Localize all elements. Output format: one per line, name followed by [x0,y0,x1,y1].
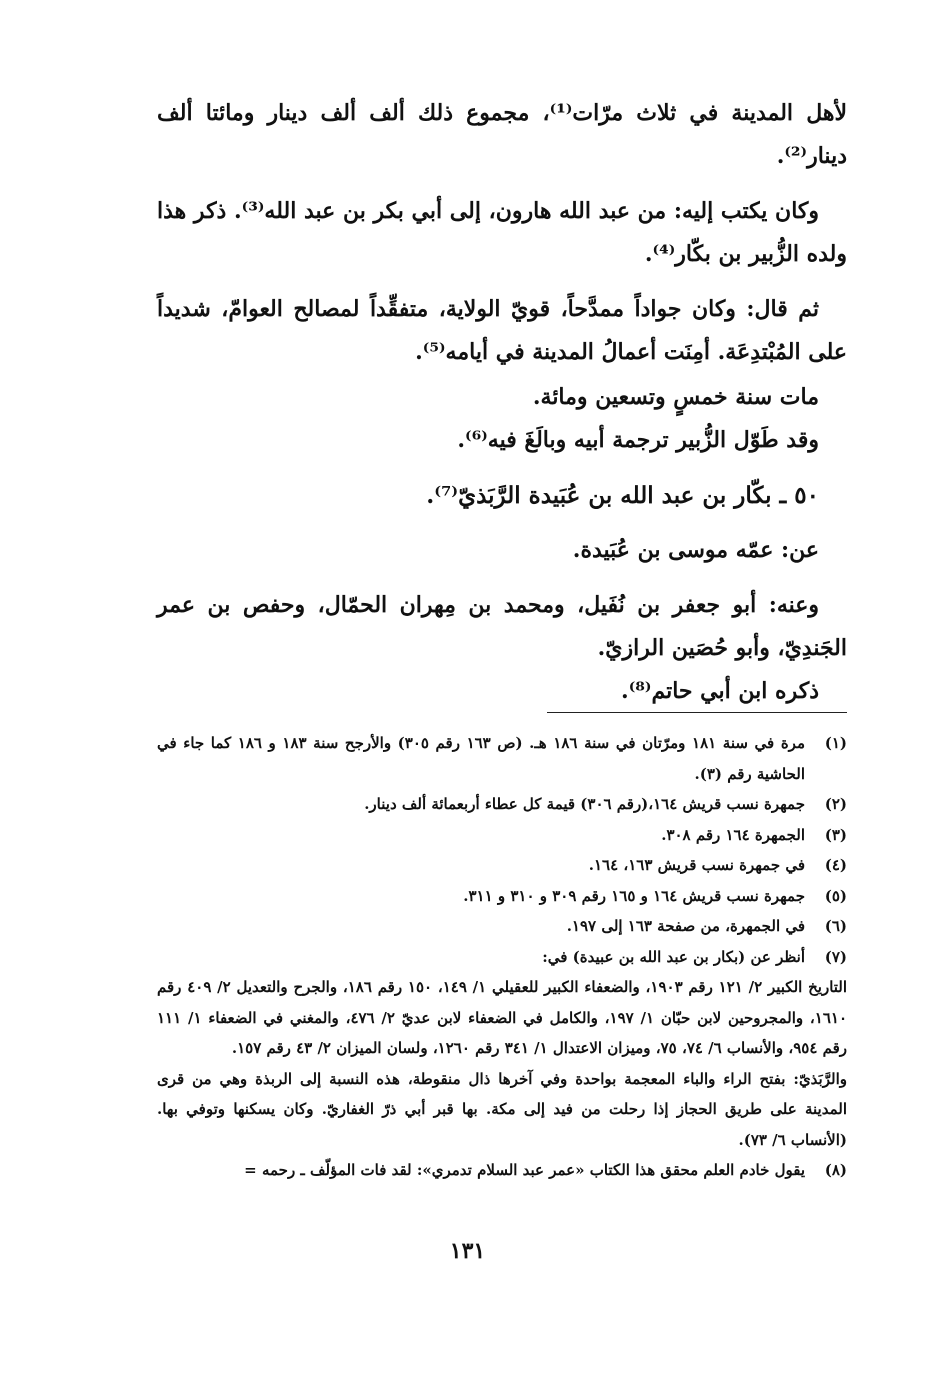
footnote-7-sources: التاريخ الكبير ٢/ ١٢١ رقم ١٩٠٣، والضعفاء الكبير للعقيلي ١/ ١٤٩، ١٥٠ رقم ١٨٦، والجرح والتعديل ٢/ ٤٠٩ رقم ١٦١٠، والمجروحين لابن حبّان ١/ ١٩٧، والكامل في الضعفاء لابن عديّ ٢/ ٤٧٦، والمغني في الضعفاء ١/ ١١١ رقم ٩٥٤، والأنساب ٦/ ٧٤، ٧٥، وميزان الاعتدال ١/ ٣٤١ رقم ١٢٦٠، ولسان الميزان ٢/ ٤٣ رقم ١٥٧. [157,978,848,1057]
footnote-text: جمهرة نسب قريش ١٦٤،(رقم ٣٠٦) قيمة كل عطاء أربعمائة ألف دينار. [364,795,805,813]
paragraph-6: عن: عمّه موسى بن عُبَيدة. [572,537,819,563]
entry-heading: ٥٠ ـ بكّار بن عبد الله بن عُبَيدة الرَّبَذيّ⁽⁷⁾. [426,482,819,509]
footnote-number: (٢) [824,795,847,813]
footnote-text: في جمهرة نسب قريش ١٦٣، ١٦٤. [588,856,805,874]
footnote-text: أنظر عن (بكار بن عبد الله بن عبيدة) في: [542,947,805,966]
footnote-text: في الجمهرة، من صفحة ١٦٣ إلى ١٩٧. [566,917,805,935]
paragraph-2: وكان يكتب إليه: من عبد الله هارون، إلى أبي بكر بن عبد الله⁽³⁾. ذكر هذا ولده الزُّبير بن بكّار⁽⁴⁾. [157,198,847,267]
paragraph-1: لأهل المدينة في ثلاث مرّات⁽¹⁾، مجموع ذلك ألف ألف دينار ومائتا ألف دينار⁽²⁾. [157,100,847,169]
footnote-number: (٥) [824,886,847,905]
footnote-7 [157,942,847,973]
footnote-3 [157,820,847,851]
paragraph-8: ذكره ابن أبي حاتم⁽⁸⁾. [621,678,819,704]
paragraph-3: ثم قال: وكان جواداً ممدَّحاً، قويّ الولاية، متفقِّداً لمصالح العوامّ، شديداً على المُبْتدِعَة. أمِنَت أعمالُ المدينة في أيامه⁽⁵⁾. [157,296,847,365]
footnote-text: يقول خادم العلم محقق هذا الكتاب «عمر عبد السلام تدمري»: لقد فات المؤلّف ـ رحمه = [244,1161,805,1179]
paragraph-5: وقد طَوّل الزُّبير ترجمة أبيه وبالَغَ فيه⁽⁶⁾. [457,427,819,453]
main-text [157,92,847,713]
footnote-number: (٣) [824,825,847,844]
footnote-text: مرة في سنة ١٨١ ومرّتان في سنة ١٨٦ هـ. (ص ١٦٣ رقم ٣٠٥) والأرجح سنة ١٨٣ و ١٨٦ كما جاء في الحاشية رقم (٣). [157,734,805,783]
footnote-number: (٦) [824,917,847,935]
footnote-2 [157,789,847,820]
footnote-number: (٤) [824,856,847,874]
footnote-4 [157,850,847,881]
footnote-number: (٨) [824,1161,847,1179]
paragraph-4: مات سنة خمسٍ وتسعين ومائة. [532,384,819,410]
footnote-text: جمهرة نسب قريش ١٦٤ و ١٦٥ رقم ٣٠٩ و ٣١٠ و ٣١١. [463,886,805,905]
footnote-1 [157,728,847,789]
footnote-6 [157,911,847,942]
footnote-5 [157,881,847,912]
footnotes [157,728,847,1186]
paragraph-7: وعنه: أبو جعفر بن نُفَيل، ومحمد بن مِهران الحمّال، وحفص بن عمر الجَندِيّ، وأبو حُصَين الرازيّ. [157,592,847,661]
footnote-8 [157,1155,847,1186]
footnote-number: (١) [824,734,847,752]
footnote-separator [547,712,847,713]
footnote-7-nisba-note: والرَّبَذيّ: بفتح الراء والباء المعجمة بواحدة وفي آخرها ذال منقوطة، هذه النسبة إلى الربذة وهي من قرى المدينة على طريق الحجاز إذا رحلت من فيد إلى مكة. بها قبر أبي ذرّ الغفاريّ. وكان يسكنها وتوفي بها. (الأنساب ٦/ ٧٣). [157,1069,847,1149]
page-number: ١٣١ [449,1238,486,1264]
footnote-number: (٧) [824,947,847,966]
footnote-text: الجمهرة ١٦٤ رقم ٣٠٨. [661,825,805,844]
